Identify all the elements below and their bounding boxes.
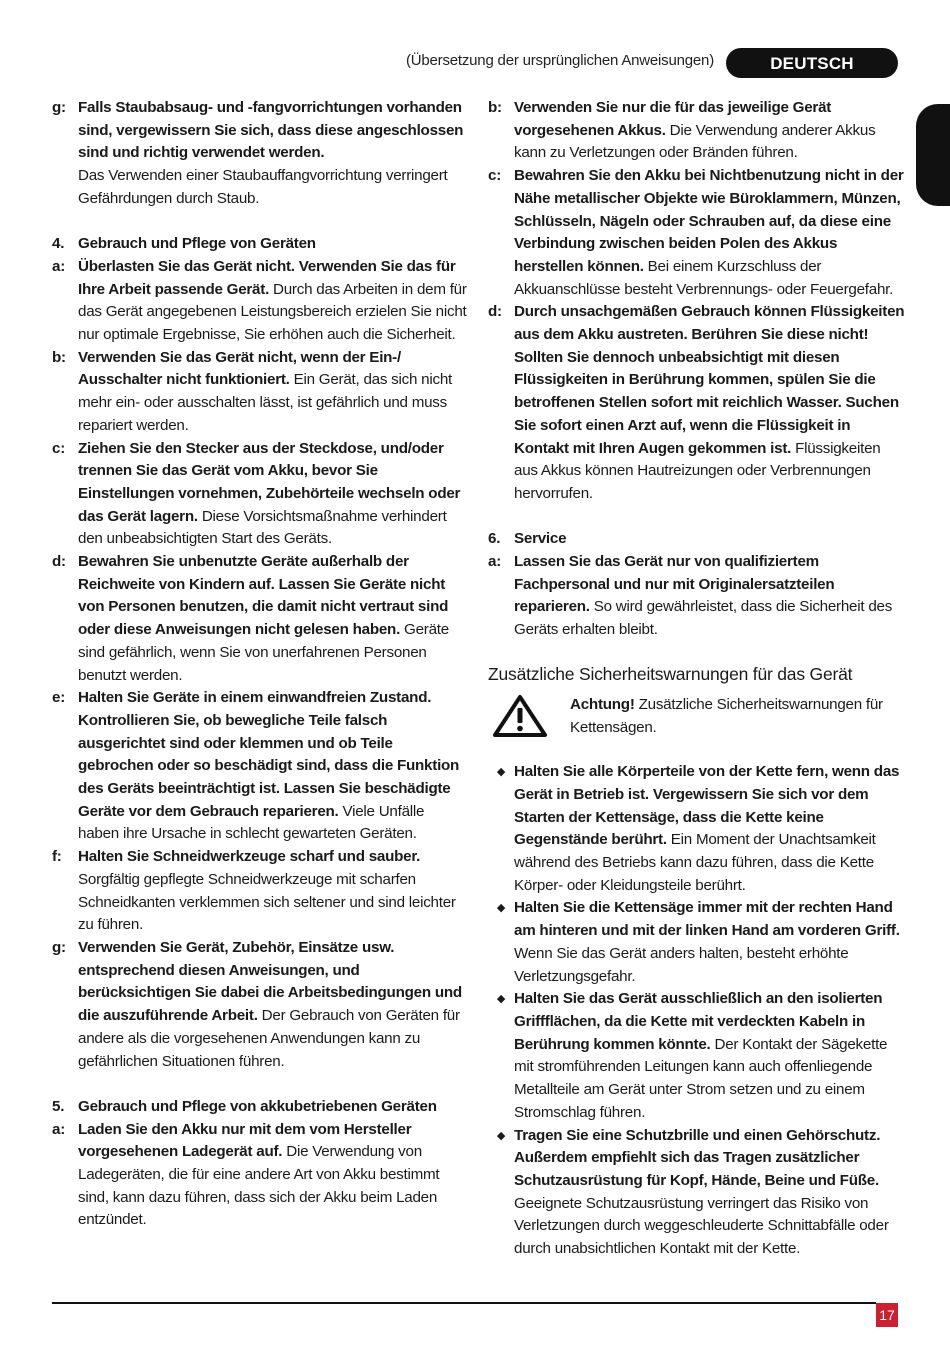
- bullet-text: [514, 988, 906, 1124]
- footer-rule: [52, 1302, 876, 1304]
- bullet-explanation: Ein Moment der Unachtsamkeit während des Betriebs kann dazu führen, dass die Kette Körper- oder Kleidungsteile berührt.: [514, 831, 876, 894]
- section-heading: [52, 233, 468, 256]
- diamond-bullet-icon: ◆: [496, 902, 506, 915]
- item-explanation: Geräte sind gefährlich, wenn Sie von unerfahrenen Personen benutzt werden.: [78, 621, 449, 684]
- bullet-emphasis: Halten Sie die Kettensäge immer mit der rechten Hand am hinteren und mit der linken Hand am vorderen Griff.: [514, 899, 900, 940]
- item-explanation: Viele Unfälle haben ihre Ursache in schlecht gewarteten Geräten.: [78, 802, 425, 843]
- item-text: [78, 846, 468, 937]
- item-text: [78, 97, 468, 211]
- item-label: b:: [488, 99, 502, 116]
- instruction-item: [52, 97, 468, 211]
- section-title: Gebrauch und Pflege von Geräten: [78, 235, 316, 253]
- warning-text: [570, 694, 906, 739]
- item-explanation: Der Gebrauch von Geräten für andere als die vorgesehenen Anwendungen kann zu gefährlichen Situationen führen.: [78, 1007, 460, 1070]
- bullet-item: [488, 1125, 906, 1261]
- instruction-item: [52, 937, 468, 1073]
- bullet-text: [514, 897, 906, 988]
- additional-warnings-heading: Zusätzliche Sicherheitswarnungen für das Gerät: [488, 663, 853, 684]
- item-text: [78, 687, 468, 846]
- item-text: [78, 256, 468, 347]
- bullet-emphasis: Halten Sie alle Körperteile von der Kette fern, wenn das Gerät in Betrieb ist. Vergewissern Sie sich vor dem Starten der Kettensäge, dass die Kette keine Gegenstände berührt.: [514, 763, 900, 849]
- bullet-emphasis: Halten Sie das Gerät ausschließlich an den isolierten Griffflächen, da die Kette mit verdeckten Kabeln in Berührung kommen könnte.: [514, 990, 883, 1053]
- left-column: [52, 97, 468, 1232]
- item-emphasis: Durch unsachgemäßen Gebrauch können Flüssigkeiten aus dem Akku austreten. Berühren Sie diese nicht! Sollten Sie dennoch unbeabsichtigt mit diesen Flüssigkeiten in Berührung kommen, spülen Sie die betroffenen Stellen sofort mit reichlich Wasser. Suchen Sie sofort einen Arzt auf, wenn die Flüssigkeit in Kontakt mit Ihren Augen gekommen ist.: [514, 303, 905, 457]
- item-emphasis: Überlasten Sie das Gerät nicht. Verwenden Sie das für Ihre Arbeit passende Gerät.: [78, 257, 456, 298]
- item-emphasis: Verwenden Sie nur die für das jeweilige Gerät vorgesehenen Akkus.: [514, 99, 832, 139]
- item-text: [514, 551, 906, 642]
- item-label: c:: [52, 439, 66, 457]
- translation-note: (Übersetzung der ursprünglichen Anweisungen): [405, 52, 714, 69]
- item-label: c:: [488, 167, 502, 185]
- item-explanation: Bei einem Kurzschluss der Akkuanschlüsse besteht Verbrennungs- oder Feuergefahr.: [514, 257, 894, 298]
- item-label: e:: [52, 689, 66, 707]
- instruction-item: [52, 347, 468, 438]
- item-explanation: Das Verwenden einer Staubauffangvorrichtung verringert Gefährdungen durch Staub.: [78, 167, 448, 207]
- bullet-explanation: Wenn Sie das Gerät anders halten, besteht erhöhte Verletzungsgefahr.: [514, 944, 849, 985]
- diamond-bullet-icon: ◆: [496, 1129, 506, 1142]
- instruction-item: [488, 97, 906, 165]
- item-text: [514, 165, 906, 301]
- item-label: a:: [488, 553, 502, 571]
- item-emphasis: Ziehen Sie den Stecker aus der Steckdose, und/oder trennen Sie das Gerät vom Akku, bevor Sie Einstellungen vornehmen, Zubehörteile wechseln oder das Gerät lagern.: [78, 439, 461, 525]
- item-emphasis: Verwenden Sie das Gerät nicht, wenn der Ein-/ Ausschalter nicht funktioniert.: [78, 348, 401, 389]
- section-number: 5.: [52, 1097, 65, 1115]
- item-emphasis: Laden Sie den Akku nur mit dem vom Hersteller vorgesehenen Ladegerät auf.: [78, 1120, 412, 1161]
- section-heading: [488, 528, 906, 551]
- instruction-item: [52, 1119, 468, 1233]
- language-badge: DEUTSCH: [726, 48, 898, 78]
- section-title: Gebrauch und Pflege von akkubetriebenen Geräten: [78, 1097, 437, 1115]
- bullet-item: [488, 897, 906, 988]
- section-number: 4.: [52, 235, 65, 253]
- bullet-emphasis: Tragen Sie eine Schutzbrille und einen Gehörschutz. Außerdem empfiehlt sich das Tragen zusätzlicher Schutzausrüstung für Kopf, Hände, Beine und Füße.: [514, 1126, 881, 1189]
- bullet-item: [488, 761, 906, 897]
- item-emphasis: Bewahren Sie den Akku bei Nichtbenutzung nicht in der Nähe metallischer Objekte wie Büroklammern, Münzen, Schlüsseln, Nägeln oder Schrauben auf, da diese eine Verbindung zwischen beiden Polen des Akkus herstellen können.: [514, 167, 904, 275]
- item-label: g:: [52, 939, 66, 956]
- section-number: 6.: [488, 530, 501, 548]
- page-number: 17: [876, 1303, 898, 1327]
- warning-emphasis: Achtung!: [570, 695, 635, 713]
- item-emphasis: Falls Staubabsaug- und -fangvorrichtungen vorhanden sind, vergewissern Sie sich, dass diese angeschlossen sind und richtig verwendet werden.: [78, 99, 464, 162]
- item-text: [78, 551, 468, 687]
- instruction-item: [52, 256, 468, 347]
- diamond-bullet-icon: ◆: [496, 993, 506, 1006]
- item-explanation: Durch das Arbeiten in dem für das Gerät angegebenen Leistungsbereich erzielen Sie nicht nur optimale Ergebnisse, Sie erhöhen auch die Sicherheit.: [78, 280, 467, 344]
- item-label: a:: [52, 257, 66, 275]
- item-label: b:: [52, 348, 66, 366]
- section-tab-marker: [916, 104, 950, 206]
- instruction-item: [52, 551, 468, 687]
- item-text: [78, 438, 468, 552]
- item-emphasis: Bewahren Sie unbenutzte Geräte außerhalb der Reichweite von Kindern auf. Lassen Sie Geräte nicht von Personen benutzen, die damit nicht vertraut sind oder diese Anweisungen nicht gelesen haben.: [78, 553, 449, 639]
- item-emphasis: Halten Sie Schneidwerkzeuge scharf und sauber.: [78, 848, 421, 866]
- item-text: [514, 301, 906, 505]
- item-explanation: Ein Gerät, das sich nicht mehr ein- oder ausschalten lässt, ist gefährlich und muss repariert werden.: [78, 371, 452, 434]
- item-explanation: Die Verwendung von Ladegeräten, die für eine andere Art von Akku bestimmt sind, kann dazu führen, dass sich der Akku beim Laden entzündet.: [78, 1143, 440, 1229]
- item-explanation: Flüssigkeiten aus Akkus können Hautreizungen oder Verbrennungen hervorrufen.: [514, 439, 881, 502]
- instruction-item: [488, 551, 906, 642]
- right-column: [488, 97, 906, 1261]
- instruction-item: [52, 438, 468, 552]
- item-emphasis: Halten Sie Geräte in einem einwandfreien Zustand. Kontrollieren Sie, ob bewegliche Teile falsch ausgerichtet sind oder klemmen und ob Teile gebrochen oder so beschädigt sind, dass die Funktion des Geräts beeinträchtigt ist. Lassen Sie beschädigte Geräte vor dem Gebrauch reparieren.: [78, 689, 460, 820]
- instruction-item: [52, 846, 468, 937]
- warning-explanation: Zusätzliche Sicherheitswarnungen für Kettensägen.: [570, 695, 883, 736]
- item-explanation: Die Verwendung anderer Akkus kann zu Verletzungen oder Bränden führen.: [514, 121, 876, 162]
- bullet-text: [514, 1125, 906, 1261]
- item-text: [78, 1119, 468, 1233]
- item-text: [78, 937, 468, 1073]
- warning-callout: [488, 694, 906, 739]
- warning-triangle-icon: [492, 694, 548, 738]
- item-emphasis: Verwenden Sie Gerät, Zubehör, Einsätze usw. entsprechend diesen Anweisungen, und berücksichtigen Sie dabei die Arbeitsbedingungen und die auszuführende Arbeit.: [78, 939, 462, 1025]
- item-explanation: So wird gewährleistet, dass die Sicherheit des Geräts erhalten bleibt.: [514, 598, 893, 639]
- item-label: a:: [52, 1120, 66, 1138]
- bullet-item: [488, 988, 906, 1124]
- item-text: [514, 97, 906, 165]
- item-explanation: Sorgfältig gepflegte Schneidwerkzeuge mit scharfen Schneidkanten verklemmen sich seltener und sind leichter zu führen.: [78, 870, 456, 934]
- section-heading: [52, 1096, 468, 1119]
- section-title: Service: [514, 530, 567, 548]
- diamond-bullet-icon: ◆: [496, 766, 506, 779]
- item-emphasis: Lassen Sie das Gerät nur von qualifiziertem Fachpersonal und nur mit Originalersatzteilen reparieren.: [514, 553, 835, 616]
- item-explanation: Diese Vorsichtsmaßnahme verhindert den unbeabsichtigten Start des Geräts.: [78, 507, 447, 548]
- item-label: d:: [488, 303, 502, 321]
- bullet-explanation: Geeignete Schutzausrüstung verringert das Risiko von Verletzungen durch weggeschleuderte Schnittabfälle oder durch unabsichtlichen Kontakt mit der Kette.: [514, 1194, 889, 1258]
- item-text: [78, 347, 468, 438]
- item-label: f:: [52, 848, 62, 866]
- instruction-item: [488, 301, 906, 505]
- instruction-item: [488, 165, 906, 301]
- bullet-text: [514, 761, 906, 897]
- instruction-item: [52, 687, 468, 846]
- item-label: d:: [52, 553, 66, 571]
- item-label: g:: [52, 99, 66, 116]
- bullet-explanation: Der Kontakt der Sägekette mit stromführenden Leitungen kann auch offenliegende Metallteile am Gerät unter Strom setzen und zu einem Stromschlag führen.: [514, 1035, 888, 1121]
